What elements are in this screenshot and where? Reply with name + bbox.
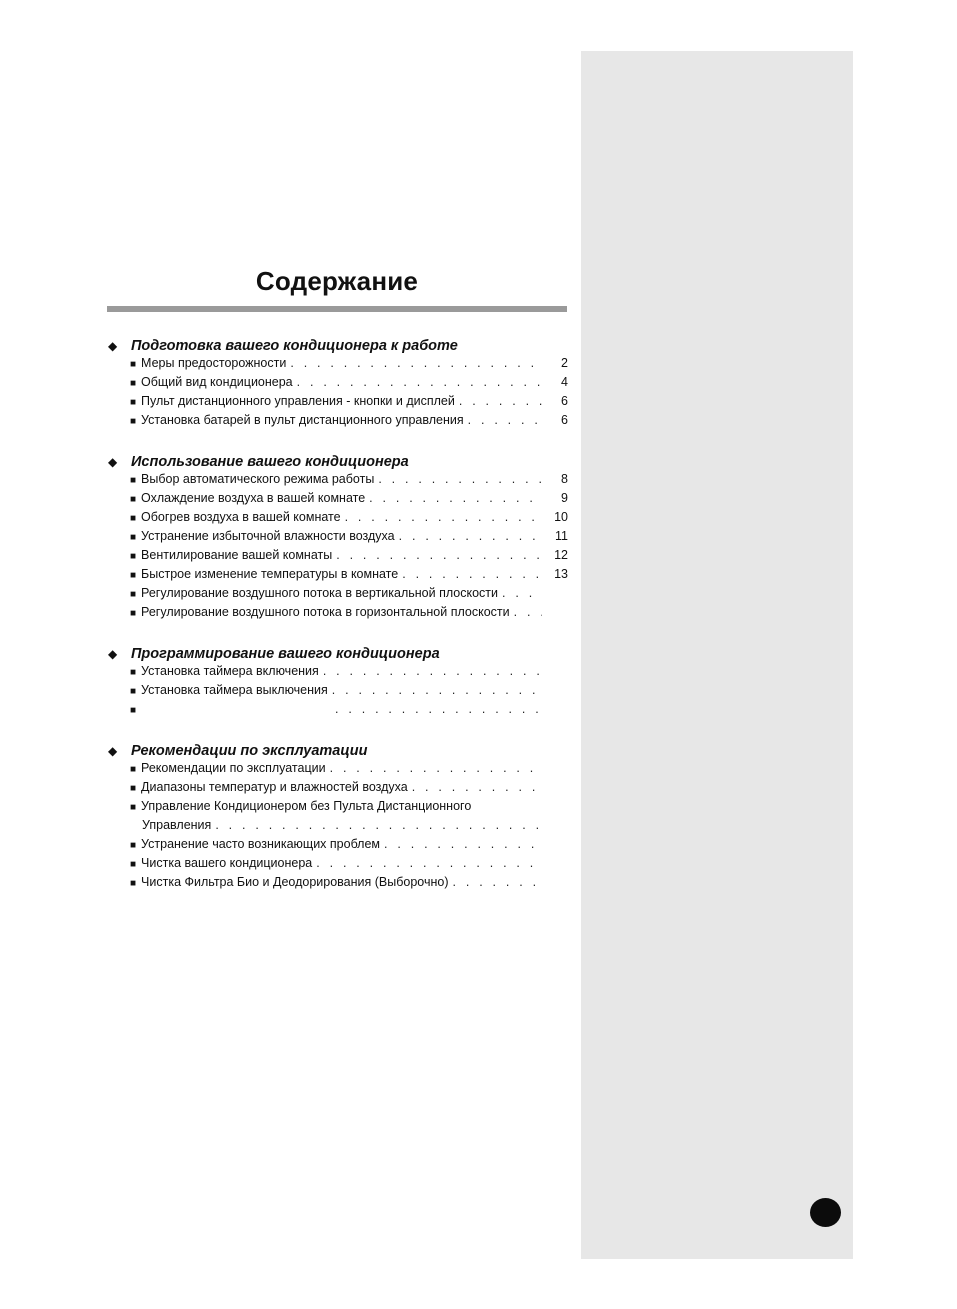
toc-entry[interactable] bbox=[130, 761, 568, 780]
square-bullet-icon: ■ bbox=[130, 570, 137, 581]
toc-entry[interactable] bbox=[130, 875, 568, 894]
toc-entry-page: 9 bbox=[561, 491, 568, 505]
square-bullet-icon: ■ bbox=[130, 532, 137, 543]
toc-entry[interactable] bbox=[130, 856, 568, 875]
toc-entry[interactable] bbox=[130, 799, 568, 837]
diamond-bullet-icon: ◆ bbox=[108, 744, 118, 758]
square-bullet-icon: ■ bbox=[130, 705, 137, 716]
toc-entry[interactable] bbox=[130, 548, 568, 567]
toc-entry-label: Устранение избыточной влажности воздуха bbox=[141, 529, 395, 543]
dot-leader bbox=[316, 856, 542, 870]
diamond-bullet-icon: ◆ bbox=[108, 455, 118, 469]
dot-leader bbox=[412, 780, 542, 794]
dot-leader bbox=[323, 664, 542, 678]
square-bullet-icon: ■ bbox=[130, 475, 137, 486]
toc-entry-label: Чистка вашего кондиционера bbox=[141, 856, 313, 870]
dot-leader bbox=[335, 702, 542, 716]
dot-leader bbox=[290, 356, 542, 370]
dot-leader bbox=[459, 394, 542, 408]
toc-entry-label: Общий вид кондиционера bbox=[141, 375, 293, 389]
page-number-badge bbox=[810, 1198, 841, 1227]
toc-entry-label: Управление Кондиционером без Пульта Дистанционного bbox=[141, 799, 472, 813]
square-bullet-icon: ■ bbox=[130, 513, 137, 524]
square-bullet-icon: ■ bbox=[130, 378, 137, 389]
page-title: Содержание bbox=[255, 266, 419, 296]
toc-entry[interactable] bbox=[130, 837, 568, 856]
toc-entry-label: Охлаждение воздуха в вашей комнате bbox=[141, 491, 366, 505]
toc-entry[interactable] bbox=[130, 472, 568, 491]
dot-leader bbox=[369, 491, 542, 505]
toc-entry-label: Обогрев воздуха в вашей комнате bbox=[141, 510, 341, 524]
dot-leader bbox=[514, 605, 542, 619]
section-heading bbox=[108, 336, 568, 356]
toc-entry[interactable] bbox=[130, 605, 568, 624]
toc-entry[interactable] bbox=[130, 356, 568, 375]
square-bullet-icon: ■ bbox=[130, 359, 137, 370]
toc-entry-page: 2 bbox=[561, 356, 568, 370]
title-divider bbox=[107, 306, 567, 312]
toc-entry[interactable] bbox=[130, 529, 568, 548]
table-of-contents bbox=[108, 336, 568, 894]
toc-entry-label: Быстрое изменение температуры в комнате bbox=[141, 567, 399, 581]
square-bullet-icon: ■ bbox=[130, 397, 137, 408]
square-bullet-icon: ■ bbox=[130, 783, 137, 794]
square-bullet-icon: ■ bbox=[130, 494, 137, 505]
dot-leader bbox=[502, 586, 542, 600]
dot-leader bbox=[336, 548, 542, 562]
section-heading-text: Подготовка вашего кондиционера к работе bbox=[131, 338, 458, 354]
toc-entry-label: Выбор автоматического режима работы bbox=[141, 472, 375, 486]
square-bullet-icon: ■ bbox=[130, 416, 137, 427]
square-bullet-icon: ■ bbox=[130, 551, 137, 562]
diamond-bullet-icon: ◆ bbox=[108, 647, 118, 661]
toc-entry[interactable] bbox=[130, 683, 568, 702]
toc-entry[interactable] bbox=[130, 491, 568, 510]
dot-leader bbox=[402, 567, 542, 581]
toc-section bbox=[108, 644, 568, 721]
toc-entry-label: Установка таймера выключения bbox=[141, 683, 328, 697]
toc-section bbox=[108, 336, 568, 432]
toc-section bbox=[108, 741, 568, 894]
toc-entry-label: Установка батарей в пульт дистанционного управления bbox=[141, 413, 464, 427]
square-bullet-icon: ■ bbox=[130, 840, 137, 851]
toc-entry-label: Регулирование воздушного потока в вертикальной плоскости bbox=[141, 586, 499, 600]
dot-leader bbox=[215, 818, 542, 832]
square-bullet-icon: ■ bbox=[130, 764, 137, 775]
toc-section bbox=[108, 452, 568, 624]
square-bullet-icon: ■ bbox=[130, 878, 137, 889]
dot-leader bbox=[468, 413, 542, 427]
toc-entry[interactable] bbox=[130, 413, 568, 432]
toc-entry[interactable] bbox=[130, 702, 568, 721]
toc-entry[interactable] bbox=[130, 394, 568, 413]
toc-entry-page: 4 bbox=[561, 375, 568, 389]
toc-entry-label-continued: Управления bbox=[142, 818, 212, 832]
square-bullet-icon: ■ bbox=[130, 802, 137, 813]
section-heading bbox=[108, 644, 568, 664]
toc-entry-page: 8 bbox=[561, 472, 568, 486]
diamond-bullet-icon: ◆ bbox=[108, 339, 118, 353]
toc-entry-label: Пульт дистанционного управления - кнопки и дисплей bbox=[141, 394, 455, 408]
toc-entry[interactable] bbox=[130, 664, 568, 683]
dot-leader bbox=[345, 510, 542, 524]
toc-entry-page: 10 bbox=[554, 510, 568, 524]
toc-entry-page: 11 bbox=[555, 529, 568, 543]
toc-entry-page: 12 bbox=[554, 548, 568, 562]
section-heading-text: Использование вашего кондиционера bbox=[131, 454, 409, 470]
toc-entry-page: 6 bbox=[561, 394, 568, 408]
dot-leader bbox=[297, 375, 542, 389]
dot-leader bbox=[453, 875, 543, 889]
dot-leader bbox=[332, 683, 542, 697]
square-bullet-icon: ■ bbox=[130, 686, 137, 697]
toc-entry-label: Вентилирование вашей комнаты bbox=[141, 548, 333, 562]
dot-leader bbox=[399, 529, 542, 543]
square-bullet-icon: ■ bbox=[130, 589, 137, 600]
dot-leader bbox=[378, 472, 542, 486]
side-panel bbox=[581, 51, 853, 1259]
toc-entry-label: Регулирование воздушного потока в горизонтальной плоскости bbox=[141, 605, 510, 619]
toc-entry-page: 6 bbox=[561, 413, 568, 427]
toc-entry-label: Рекомендации по эксплуатации bbox=[141, 761, 326, 775]
toc-entry-label: Чистка Фильтра Био и Деодорирования (Выборочно) bbox=[141, 875, 449, 889]
toc-entry[interactable] bbox=[130, 510, 568, 529]
toc-entry[interactable] bbox=[130, 567, 568, 586]
toc-entry-label: Диапазоны температур и влажностей воздуха bbox=[141, 780, 408, 794]
dot-leader bbox=[384, 837, 542, 851]
square-bullet-icon: ■ bbox=[130, 608, 137, 619]
toc-entry-label: Меры предосторожности bbox=[141, 356, 287, 370]
square-bullet-icon: ■ bbox=[130, 667, 137, 678]
toc-entry[interactable] bbox=[130, 375, 568, 394]
section-heading bbox=[108, 741, 568, 761]
toc-entry[interactable] bbox=[130, 780, 568, 799]
square-bullet-icon: ■ bbox=[130, 859, 137, 870]
toc-entry-label: Устранение часто возникающих проблем bbox=[141, 837, 381, 851]
toc-entry-label: Установка таймера включения bbox=[141, 664, 319, 678]
section-heading-text: Программирование вашего кондиционера bbox=[131, 646, 440, 662]
toc-entry[interactable] bbox=[130, 586, 568, 605]
section-heading-text: Рекомендации по эксплуатации bbox=[131, 743, 368, 759]
section-heading bbox=[108, 452, 568, 472]
toc-entry-page: 13 bbox=[554, 567, 568, 581]
dot-leader bbox=[330, 761, 542, 775]
